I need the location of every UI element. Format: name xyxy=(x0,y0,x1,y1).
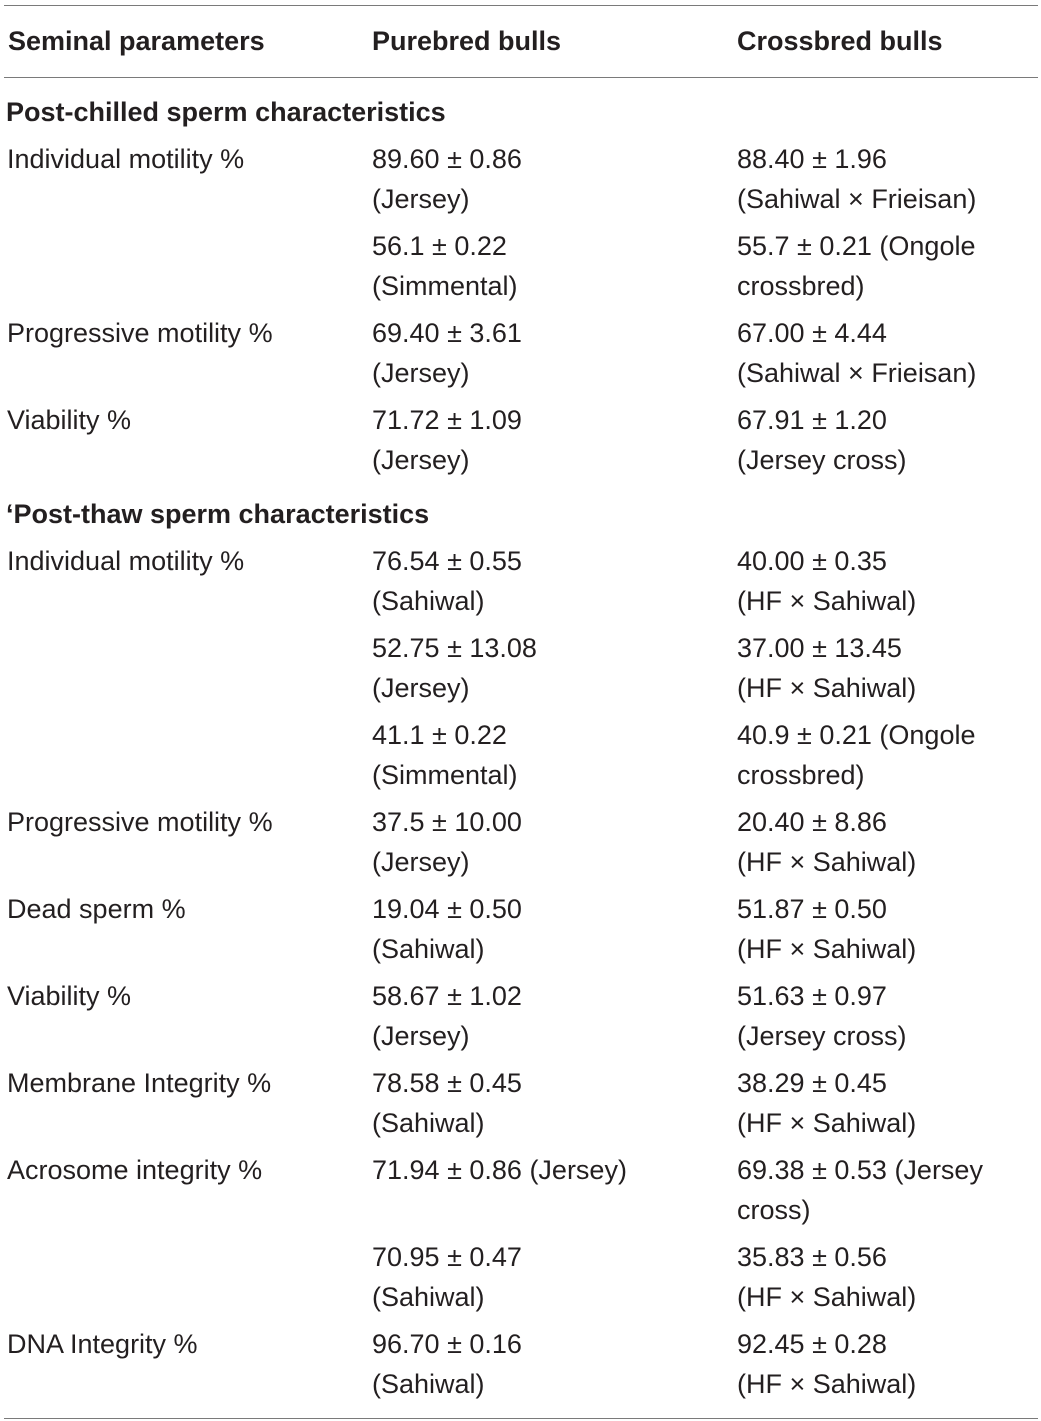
breed-line: (Sahiwal × Frieisan) xyxy=(737,358,977,388)
table-row xyxy=(4,1056,1038,1143)
crossbred-cell xyxy=(737,976,1038,1056)
breed-line: (Jersey) xyxy=(372,358,470,388)
parameter-cell: DNA Integrity % xyxy=(7,1329,198,1359)
table-row xyxy=(4,969,1038,1056)
breed-line: (Jersey cross) xyxy=(737,1021,907,1051)
parameter-cell: Progressive motility % xyxy=(7,807,273,837)
breed-line: (Sahiwal) xyxy=(372,1282,485,1312)
table-row xyxy=(4,621,1038,708)
value-line: 41.1 ± 0.22 xyxy=(372,720,507,750)
table-row xyxy=(4,882,1038,969)
value-line: 71.72 ± 1.09 xyxy=(372,405,522,435)
table-row xyxy=(4,1143,1038,1230)
purebred-cell xyxy=(372,1324,737,1404)
value-line: 67.00 ± 4.44 xyxy=(737,318,887,348)
data-table xyxy=(4,5,1038,1419)
breed-line: (Jersey cross) xyxy=(737,445,907,475)
breed-line: (HF × Sahiwal) xyxy=(737,934,917,964)
table-row xyxy=(4,795,1038,882)
breed-line: (Jersey) xyxy=(372,445,470,475)
parameter-cell: Progressive motility % xyxy=(7,318,273,348)
purebred-cell xyxy=(372,139,737,219)
parameter-cell xyxy=(4,1237,372,1317)
breed-line: (Simmental) xyxy=(372,271,518,301)
purebred-cell xyxy=(372,802,737,882)
value-line: 51.63 ± 0.97 xyxy=(737,981,887,1011)
breed-line: (Sahiwal × Frieisan) xyxy=(737,184,977,214)
crossbred-cell xyxy=(737,715,1038,795)
table-body xyxy=(4,78,1038,1404)
parameter-cell: Membrane Integrity % xyxy=(7,1068,272,1098)
value-line: 20.40 ± 8.86 xyxy=(737,807,887,837)
crossbred-cell xyxy=(737,889,1038,969)
breed-line: (HF × Sahiwal) xyxy=(737,673,917,703)
breed-line: (HF × Sahiwal) xyxy=(737,1108,917,1138)
crossbred-cell xyxy=(737,226,1038,306)
section-heading: Post-chilled sperm characteristics xyxy=(6,97,446,127)
purebred-cell xyxy=(372,1150,737,1230)
value-line: 67.91 ± 1.20 xyxy=(737,405,887,435)
value-line: 92.45 ± 0.28 xyxy=(737,1329,887,1359)
purebred-cell xyxy=(372,889,737,969)
table-row xyxy=(4,393,1038,480)
header-crossbred-bulls: Crossbred bulls xyxy=(737,26,943,56)
parameter-cell: Individual motility % xyxy=(7,144,245,174)
breed-line: cross) xyxy=(737,1195,811,1225)
parameter-cell xyxy=(4,628,372,708)
bottom-rule xyxy=(4,1418,1038,1419)
crossbred-cell xyxy=(737,400,1038,480)
breed-line: (Jersey) xyxy=(372,1021,470,1051)
value-line: 35.83 ± 0.56 xyxy=(737,1242,887,1272)
crossbred-cell xyxy=(737,139,1038,219)
value-line: 19.04 ± 0.50 xyxy=(372,894,522,924)
value-line: 69.40 ± 3.61 xyxy=(372,318,522,348)
value-line: 96.70 ± 0.16 xyxy=(372,1329,522,1359)
value-line: 37.5 ± 10.00 xyxy=(372,807,522,837)
value-line: 78.58 ± 0.45 xyxy=(372,1068,522,1098)
parameter-cell: Acrosome integrity % xyxy=(7,1155,263,1185)
breed-line: (Jersey) xyxy=(372,847,470,877)
breed-line: (Simmental) xyxy=(372,760,518,790)
value-line: 38.29 ± 0.45 xyxy=(737,1068,887,1098)
header-row xyxy=(4,6,1038,77)
purebred-cell xyxy=(372,313,737,393)
parameter-cell: Viability % xyxy=(7,981,132,1011)
table-row xyxy=(4,534,1038,621)
purebred-cell xyxy=(372,226,737,306)
breed-line: (Sahiwal) xyxy=(372,586,485,616)
breed-line: crossbred) xyxy=(737,271,865,301)
value-line: 56.1 ± 0.22 xyxy=(372,231,507,261)
parameter-cell: Individual motility % xyxy=(7,546,245,576)
purebred-cell xyxy=(372,628,737,708)
value-line: 52.75 ± 13.08 xyxy=(372,633,537,663)
purebred-cell xyxy=(372,1237,737,1317)
table-row xyxy=(4,219,1038,306)
crossbred-cell xyxy=(737,1324,1038,1404)
section-heading: ‘Post-thaw sperm characteristics xyxy=(6,499,430,529)
crossbred-cell xyxy=(737,1237,1038,1317)
parameter-cell xyxy=(4,715,372,795)
purebred-cell xyxy=(372,976,737,1056)
value-line: 40.9 ± 0.21 (Ongole xyxy=(737,720,976,750)
table-row xyxy=(4,1317,1038,1404)
purebred-cell xyxy=(372,541,737,621)
breed-line: (Jersey) xyxy=(372,673,470,703)
value-line: 58.67 ± 1.02 xyxy=(372,981,522,1011)
table-row xyxy=(4,306,1038,393)
value-line: 89.60 ± 0.86 xyxy=(372,144,522,174)
breed-line: (Sahiwal) xyxy=(372,934,485,964)
crossbred-cell xyxy=(737,1150,1038,1230)
value-line: 76.54 ± 0.55 xyxy=(372,546,522,576)
value-line: 51.87 ± 0.50 xyxy=(737,894,887,924)
crossbred-cell xyxy=(737,1063,1038,1143)
breed-line: (HF × Sahiwal) xyxy=(737,1369,917,1399)
value-line: 40.00 ± 0.35 xyxy=(737,546,887,576)
crossbred-cell xyxy=(737,802,1038,882)
value-line: 37.00 ± 13.45 xyxy=(737,633,902,663)
header-purebred-bulls: Purebred bulls xyxy=(372,26,562,56)
table-row xyxy=(4,132,1038,219)
parameter-cell: Viability % xyxy=(7,405,132,435)
crossbred-cell xyxy=(737,313,1038,393)
value-line: 71.94 ± 0.86 (Jersey) xyxy=(372,1155,627,1185)
breed-line: (HF × Sahiwal) xyxy=(737,847,917,877)
purebred-cell xyxy=(372,400,737,480)
value-line: 88.40 ± 1.96 xyxy=(737,144,887,174)
crossbred-cell xyxy=(737,628,1038,708)
purebred-cell xyxy=(372,715,737,795)
value-line: 70.95 ± 0.47 xyxy=(372,1242,522,1272)
value-line: 55.7 ± 0.21 (Ongole xyxy=(737,231,976,261)
breed-line: (HF × Sahiwal) xyxy=(737,586,917,616)
crossbred-cell xyxy=(737,541,1038,621)
breed-line: (Sahiwal) xyxy=(372,1108,485,1138)
value-line: 69.38 ± 0.53 (Jersey xyxy=(737,1155,983,1185)
table-row xyxy=(4,708,1038,795)
parameter-cell: Dead sperm % xyxy=(7,894,186,924)
breed-line: (HF × Sahiwal) xyxy=(737,1282,917,1312)
breed-line: (Jersey) xyxy=(372,184,470,214)
header-seminal-parameters: Seminal parameters xyxy=(8,26,265,56)
breed-line: (Sahiwal) xyxy=(372,1369,485,1399)
breed-line: crossbred) xyxy=(737,760,865,790)
table-row xyxy=(4,1230,1038,1317)
parameter-cell xyxy=(4,226,372,306)
purebred-cell xyxy=(372,1063,737,1143)
